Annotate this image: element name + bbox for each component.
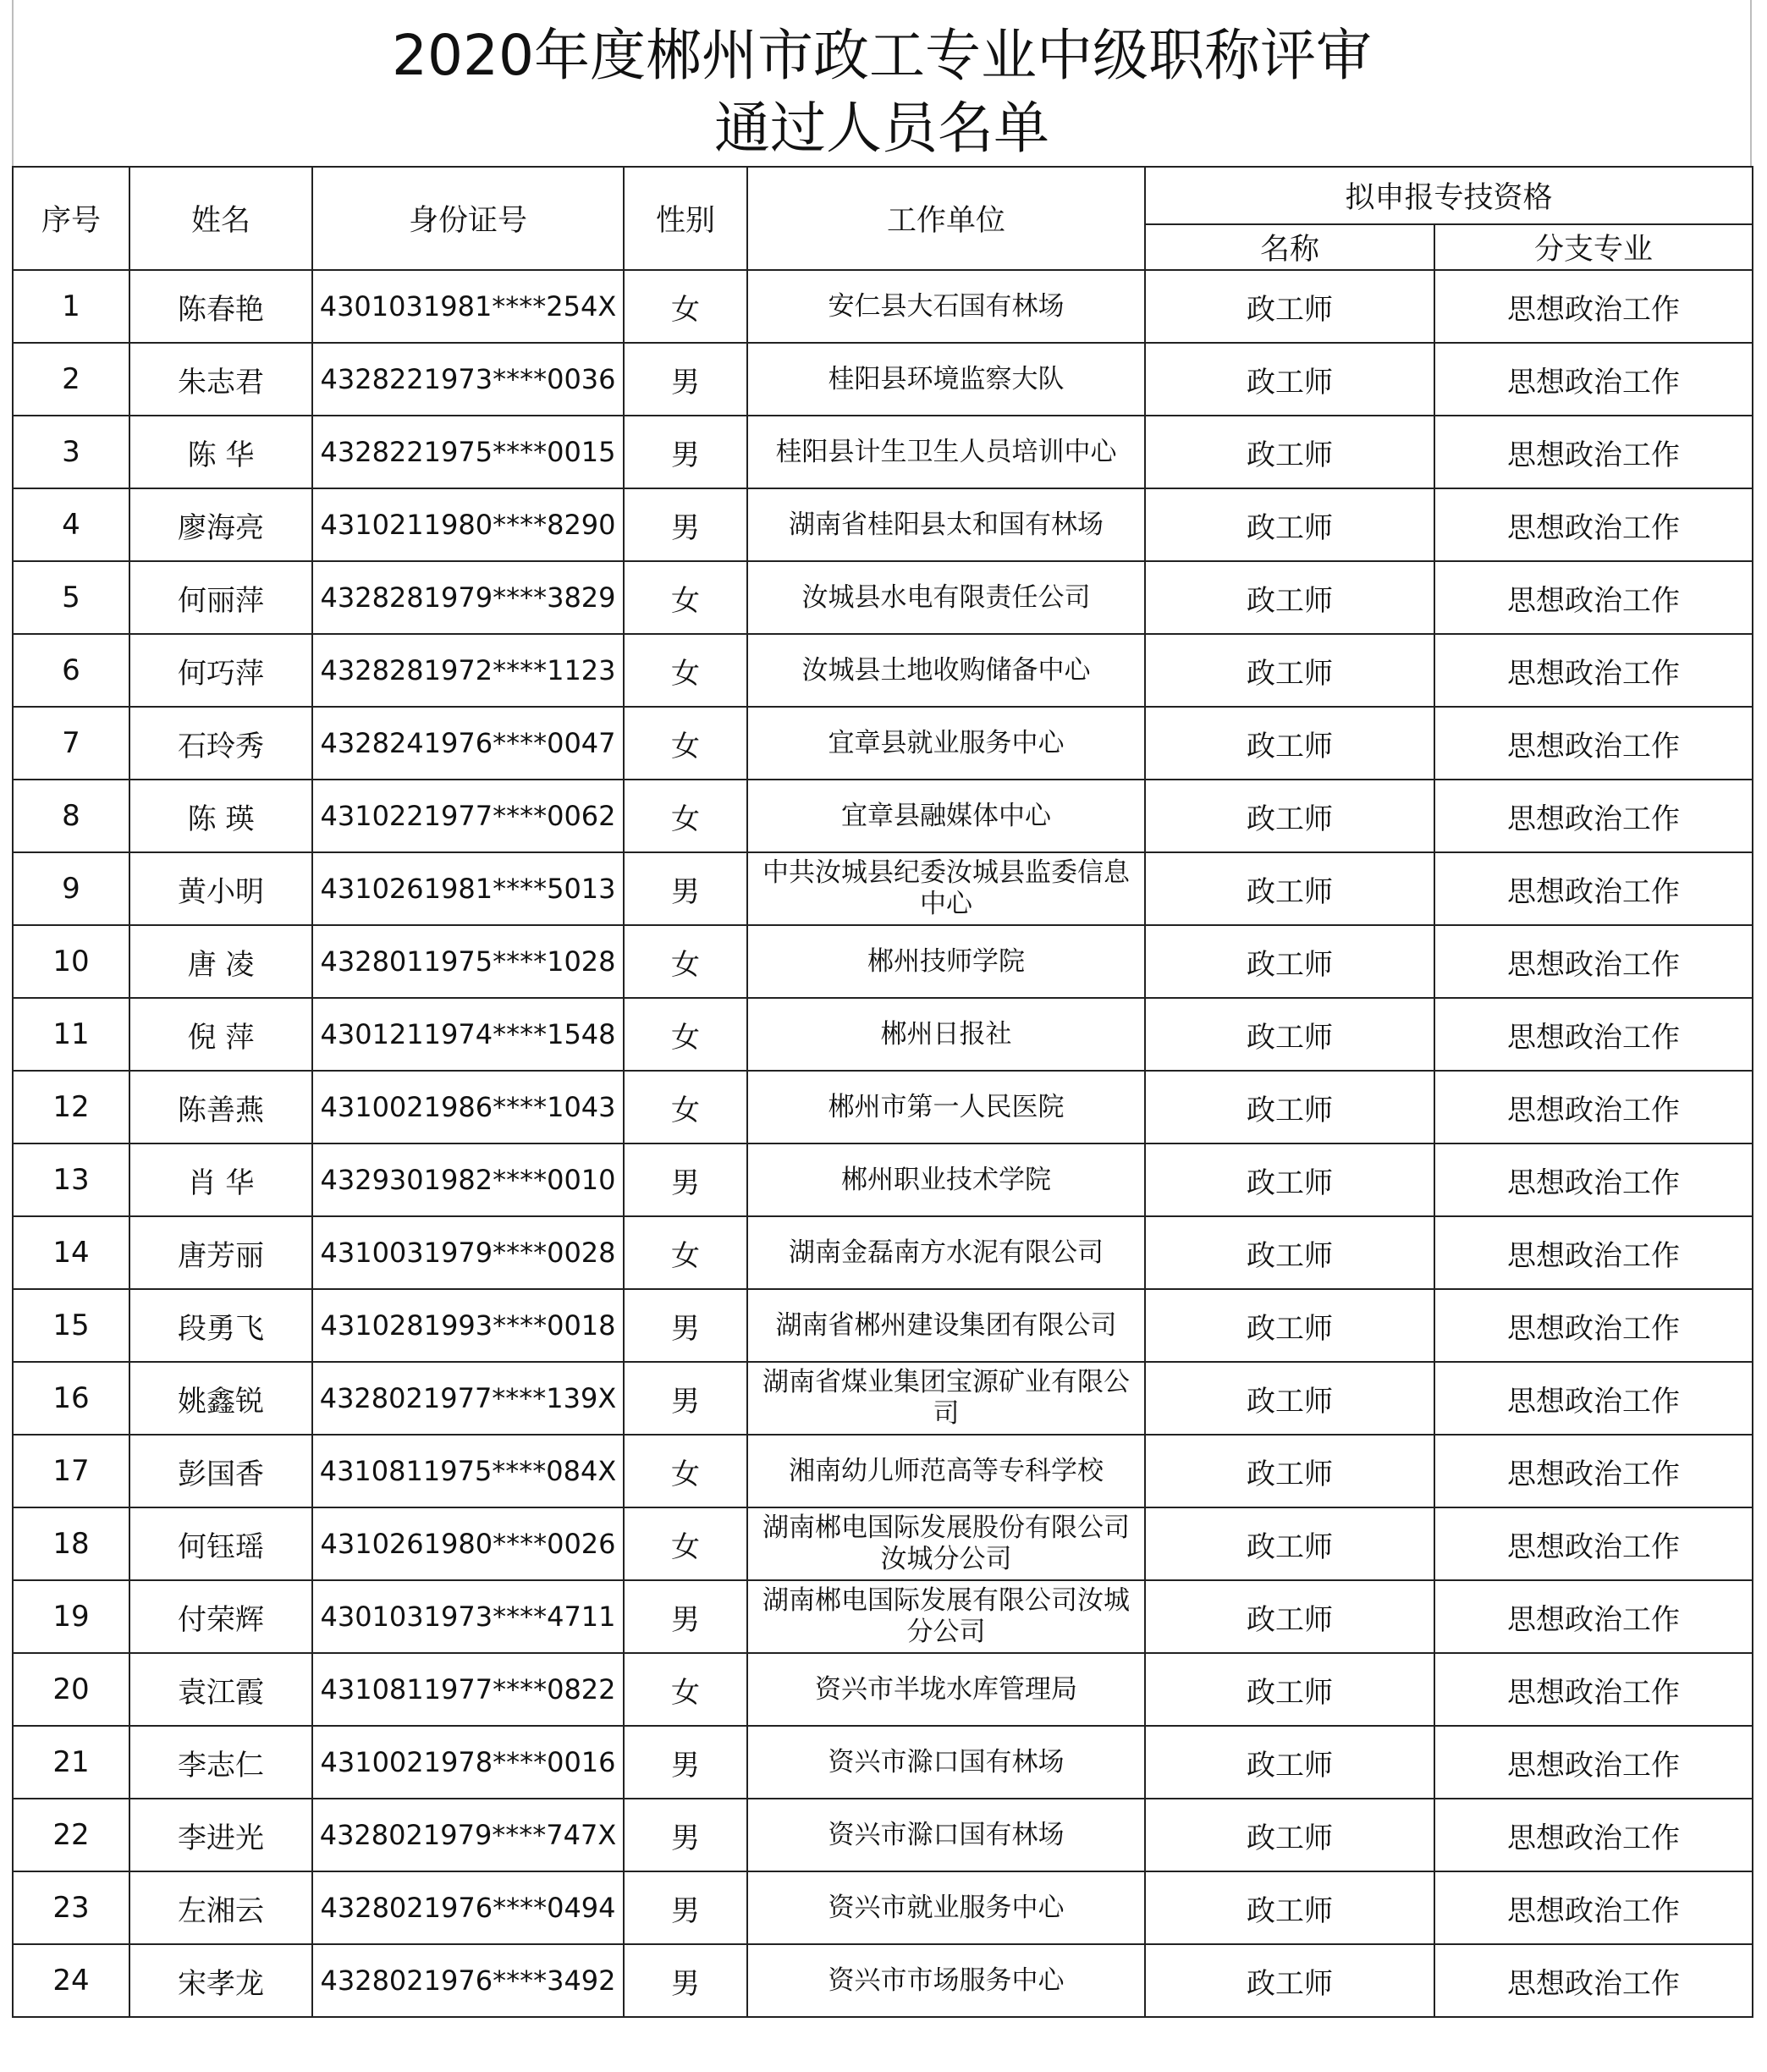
cell-seq: 10 [13, 925, 129, 998]
cell-gender: 女 [624, 925, 747, 998]
cell-seq: 7 [13, 707, 129, 780]
cell-qual-name: 政工师 [1145, 1580, 1434, 1653]
cell-unit: 湖南省桂阳县太和国有林场 [747, 488, 1145, 561]
cell-unit: 宜章县就业服务中心 [747, 707, 1145, 780]
cell-id: 4328281979****3829 [312, 561, 624, 634]
cell-qual-name: 政工师 [1145, 1944, 1434, 2017]
cell-unit: 郴州日报社 [747, 998, 1145, 1071]
cell-id: 4301031981****254X [312, 270, 624, 343]
table-row [13, 1143, 1753, 1216]
cell-qual-branch: 思想政治工作 [1434, 707, 1753, 780]
cell-seq: 4 [13, 488, 129, 561]
cell-unit: 郴州市第一人民医院 [747, 1071, 1145, 1143]
cell-gender: 男 [624, 1362, 747, 1435]
cell-name: 李进光 [129, 1799, 312, 1871]
cell-qual-branch: 思想政治工作 [1434, 925, 1753, 998]
cell-id: 4310031979****0028 [312, 1216, 624, 1289]
cell-gender: 女 [624, 1435, 747, 1507]
cell-gender: 女 [624, 1653, 747, 1726]
table-header [13, 167, 1753, 270]
cell-name: 彭国香 [129, 1435, 312, 1507]
cell-qual-branch: 思想政治工作 [1434, 1362, 1753, 1435]
cell-qual-name: 政工师 [1145, 561, 1434, 634]
cell-name: 石玲秀 [129, 707, 312, 780]
cell-seq: 9 [13, 852, 129, 925]
cell-qual-name: 政工师 [1145, 780, 1434, 852]
cell-name: 左湘云 [129, 1871, 312, 1944]
cell-gender: 女 [624, 1507, 747, 1580]
cell-seq: 12 [13, 1071, 129, 1143]
cell-qual-name: 政工师 [1145, 1143, 1434, 1216]
table-row [13, 488, 1753, 561]
cell-name: 陈 华 [129, 416, 312, 488]
cell-qual-branch: 思想政治工作 [1434, 1507, 1753, 1580]
cell-unit: 桂阳县环境监察大队 [747, 343, 1145, 416]
cell-unit: 汝城县水电有限责任公司 [747, 561, 1145, 634]
cell-seq: 22 [13, 1799, 129, 1871]
cell-qual-name: 政工师 [1145, 1871, 1434, 1944]
cell-qual-name: 政工师 [1145, 925, 1434, 998]
cell-seq: 1 [13, 270, 129, 343]
cell-qual-branch: 思想政治工作 [1434, 1653, 1753, 1726]
cell-id: 4328021976****0494 [312, 1871, 624, 1944]
cell-gender: 男 [624, 1871, 747, 1944]
cell-gender: 女 [624, 780, 747, 852]
cell-id: 4310811975****084X [312, 1435, 624, 1507]
cell-unit: 桂阳县计生卫生人员培训中心 [747, 416, 1145, 488]
cell-qual-name: 政工师 [1145, 1216, 1434, 1289]
table-row [13, 852, 1753, 925]
cell-seq: 8 [13, 780, 129, 852]
personnel-table [12, 166, 1753, 2018]
document-sheet [12, 0, 1755, 2057]
table-row [13, 1653, 1753, 1726]
header-qual-branch: 分支专业 [1434, 224, 1753, 270]
cell-name: 黄小明 [129, 852, 312, 925]
cell-qual-branch: 思想政治工作 [1434, 1799, 1753, 1871]
cell-seq: 18 [13, 1507, 129, 1580]
cell-unit: 资兴市就业服务中心 [747, 1871, 1145, 1944]
cell-qual-branch: 思想政治工作 [1434, 1944, 1753, 2017]
cell-qual-branch: 思想政治工作 [1434, 998, 1753, 1071]
cell-unit: 湖南郴电国际发展股份有限公司汝城分公司 [747, 1507, 1145, 1580]
cell-name: 段勇飞 [129, 1289, 312, 1362]
cell-unit: 资兴市滁口国有林场 [747, 1799, 1145, 1871]
cell-seq: 2 [13, 343, 129, 416]
header-row-1 [13, 167, 1753, 224]
cell-id: 4310021978****0016 [312, 1726, 624, 1799]
table-row [13, 1871, 1753, 1944]
table-row [13, 561, 1753, 634]
cell-gender: 女 [624, 998, 747, 1071]
cell-qual-name: 政工师 [1145, 1362, 1434, 1435]
cell-name: 肖 华 [129, 1143, 312, 1216]
cell-qual-branch: 思想政治工作 [1434, 634, 1753, 707]
cell-qual-branch: 思想政治工作 [1434, 1289, 1753, 1362]
cell-qual-name: 政工师 [1145, 1799, 1434, 1871]
cell-qual-name: 政工师 [1145, 707, 1434, 780]
table-row [13, 998, 1753, 1071]
table-row [13, 780, 1753, 852]
table-row [13, 634, 1753, 707]
cell-id: 4328241976****0047 [312, 707, 624, 780]
cell-qual-branch: 思想政治工作 [1434, 488, 1753, 561]
cell-qual-branch: 思想政治工作 [1434, 1435, 1753, 1507]
cell-unit: 湘南幼儿师范高等专科学校 [747, 1435, 1145, 1507]
cell-seq: 6 [13, 634, 129, 707]
cell-gender: 男 [624, 1580, 747, 1653]
cell-seq: 15 [13, 1289, 129, 1362]
table-row [13, 1216, 1753, 1289]
cell-seq: 5 [13, 561, 129, 634]
cell-id: 4328221973****0036 [312, 343, 624, 416]
cell-id: 4310811977****0822 [312, 1653, 624, 1726]
cell-name: 陈 瑛 [129, 780, 312, 852]
cell-name: 李志仁 [129, 1726, 312, 1799]
cell-unit: 湖南郴电国际发展有限公司汝城分公司 [747, 1580, 1145, 1653]
cell-qual-name: 政工师 [1145, 852, 1434, 925]
cell-name: 廖海亮 [129, 488, 312, 561]
cell-seq: 21 [13, 1726, 129, 1799]
cell-unit: 资兴市半垅水库管理局 [747, 1653, 1145, 1726]
cell-name: 陈春艳 [129, 270, 312, 343]
cell-qual-branch: 思想政治工作 [1434, 1871, 1753, 1944]
cell-qual-name: 政工师 [1145, 998, 1434, 1071]
cell-qual-branch: 思想政治工作 [1434, 1143, 1753, 1216]
cell-unit: 湖南金磊南方水泥有限公司 [747, 1216, 1145, 1289]
cell-gender: 男 [624, 343, 747, 416]
cell-id: 4328021979****747X [312, 1799, 624, 1871]
cell-name: 何丽萍 [129, 561, 312, 634]
cell-id: 4310281993****0018 [312, 1289, 624, 1362]
cell-id: 4310261980****0026 [312, 1507, 624, 1580]
cell-qual-name: 政工师 [1145, 1071, 1434, 1143]
table-row [13, 1289, 1753, 1362]
cell-id: 4328281972****1123 [312, 634, 624, 707]
title-block [12, 0, 1752, 166]
cell-qual-branch: 思想政治工作 [1434, 1726, 1753, 1799]
cell-name: 袁江霞 [129, 1653, 312, 1726]
cell-qual-name: 政工师 [1145, 488, 1434, 561]
cell-name: 姚鑫锐 [129, 1362, 312, 1435]
header-name: 姓名 [129, 167, 312, 270]
cell-name: 陈善燕 [129, 1071, 312, 1143]
cell-id: 4329301982****0010 [312, 1143, 624, 1216]
cell-name: 何巧萍 [129, 634, 312, 707]
table-row [13, 1726, 1753, 1799]
cell-qual-branch: 思想政治工作 [1434, 852, 1753, 925]
table-row [13, 1071, 1753, 1143]
cell-id: 4328011975****1028 [312, 925, 624, 998]
cell-unit: 郴州职业技术学院 [747, 1143, 1145, 1216]
cell-id: 4301031973****4711 [312, 1580, 624, 1653]
cell-qual-name: 政工师 [1145, 1507, 1434, 1580]
cell-unit: 中共汝城县纪委汝城县监委信息中心 [747, 852, 1145, 925]
header-id: 身份证号 [312, 167, 624, 270]
header-gender: 性别 [624, 167, 747, 270]
table-row [13, 707, 1753, 780]
cell-id: 4310261981****5013 [312, 852, 624, 925]
page-subtitle: 通过人员名单 [714, 96, 1049, 161]
cell-name: 付荣辉 [129, 1580, 312, 1653]
cell-unit: 湖南省郴州建设集团有限公司 [747, 1289, 1145, 1362]
cell-seq: 11 [13, 998, 129, 1071]
table-row [13, 343, 1753, 416]
cell-id: 4310211980****8290 [312, 488, 624, 561]
table-body [13, 270, 1753, 2017]
table-row [13, 1362, 1753, 1435]
cell-gender: 男 [624, 1289, 747, 1362]
cell-gender: 男 [624, 416, 747, 488]
cell-name: 唐芳丽 [129, 1216, 312, 1289]
cell-qual-branch: 思想政治工作 [1434, 343, 1753, 416]
cell-id: 4328021977****139X [312, 1362, 624, 1435]
cell-id: 4310021986****1043 [312, 1071, 624, 1143]
cell-name: 唐 凌 [129, 925, 312, 998]
cell-gender: 男 [624, 1726, 747, 1799]
cell-qual-name: 政工师 [1145, 1289, 1434, 1362]
cell-qual-name: 政工师 [1145, 416, 1434, 488]
cell-seq: 16 [13, 1362, 129, 1435]
cell-gender: 男 [624, 1944, 747, 2017]
cell-qual-name: 政工师 [1145, 1726, 1434, 1799]
cell-qual-name: 政工师 [1145, 1653, 1434, 1726]
cell-seq: 13 [13, 1143, 129, 1216]
header-seq: 序号 [13, 167, 129, 270]
cell-gender: 男 [624, 1143, 747, 1216]
cell-unit: 郴州技师学院 [747, 925, 1145, 998]
cell-seq: 3 [13, 416, 129, 488]
cell-unit: 资兴市滁口国有林场 [747, 1726, 1145, 1799]
cell-unit: 资兴市市场服务中心 [747, 1944, 1145, 2017]
cell-seq: 20 [13, 1653, 129, 1726]
page-title: 2020年度郴州市政工专业中级职称评审 [392, 23, 1372, 88]
cell-qual-branch: 思想政治工作 [1434, 270, 1753, 343]
table-row [13, 270, 1753, 343]
table-row [13, 1944, 1753, 2017]
cell-id: 4328021976****3492 [312, 1944, 624, 2017]
cell-seq: 23 [13, 1871, 129, 1944]
cell-name: 倪 萍 [129, 998, 312, 1071]
header-qualification: 拟申报专技资格 [1145, 167, 1753, 224]
cell-seq: 24 [13, 1944, 129, 2017]
table-row [13, 416, 1753, 488]
cell-qual-branch: 思想政治工作 [1434, 1216, 1753, 1289]
cell-qual-name: 政工师 [1145, 343, 1434, 416]
cell-qual-branch: 思想政治工作 [1434, 1580, 1753, 1653]
cell-gender: 女 [624, 1071, 747, 1143]
cell-qual-name: 政工师 [1145, 270, 1434, 343]
cell-qual-branch: 思想政治工作 [1434, 561, 1753, 634]
cell-id: 4301211974****1548 [312, 998, 624, 1071]
cell-name: 何钰瑶 [129, 1507, 312, 1580]
cell-seq: 17 [13, 1435, 129, 1507]
cell-gender: 男 [624, 852, 747, 925]
cell-name: 朱志君 [129, 343, 312, 416]
table-row [13, 1507, 1753, 1580]
cell-qual-branch: 思想政治工作 [1434, 416, 1753, 488]
table-row [13, 1580, 1753, 1653]
cell-seq: 14 [13, 1216, 129, 1289]
cell-qual-branch: 思想政治工作 [1434, 1071, 1753, 1143]
header-unit: 工作单位 [747, 167, 1145, 270]
cell-gender: 女 [624, 561, 747, 634]
cell-name: 宋孝龙 [129, 1944, 312, 2017]
cell-unit: 湖南省煤业集团宝源矿业有限公司 [747, 1362, 1145, 1435]
table-row [13, 925, 1753, 998]
header-qual-name: 名称 [1145, 224, 1434, 270]
cell-id: 4310221977****0062 [312, 780, 624, 852]
cell-gender: 女 [624, 634, 747, 707]
cell-gender: 女 [624, 270, 747, 343]
cell-qual-name: 政工师 [1145, 1435, 1434, 1507]
cell-qual-branch: 思想政治工作 [1434, 780, 1753, 852]
cell-id: 4328221975****0015 [312, 416, 624, 488]
cell-unit: 安仁县大石国有林场 [747, 270, 1145, 343]
table-row [13, 1435, 1753, 1507]
cell-unit: 宜章县融媒体中心 [747, 780, 1145, 852]
table-row [13, 1799, 1753, 1871]
cell-unit: 汝城县土地收购储备中心 [747, 634, 1145, 707]
cell-gender: 男 [624, 488, 747, 561]
cell-gender: 女 [624, 707, 747, 780]
cell-seq: 19 [13, 1580, 129, 1653]
cell-qual-name: 政工师 [1145, 634, 1434, 707]
cell-gender: 女 [624, 1216, 747, 1289]
cell-gender: 男 [624, 1799, 747, 1871]
